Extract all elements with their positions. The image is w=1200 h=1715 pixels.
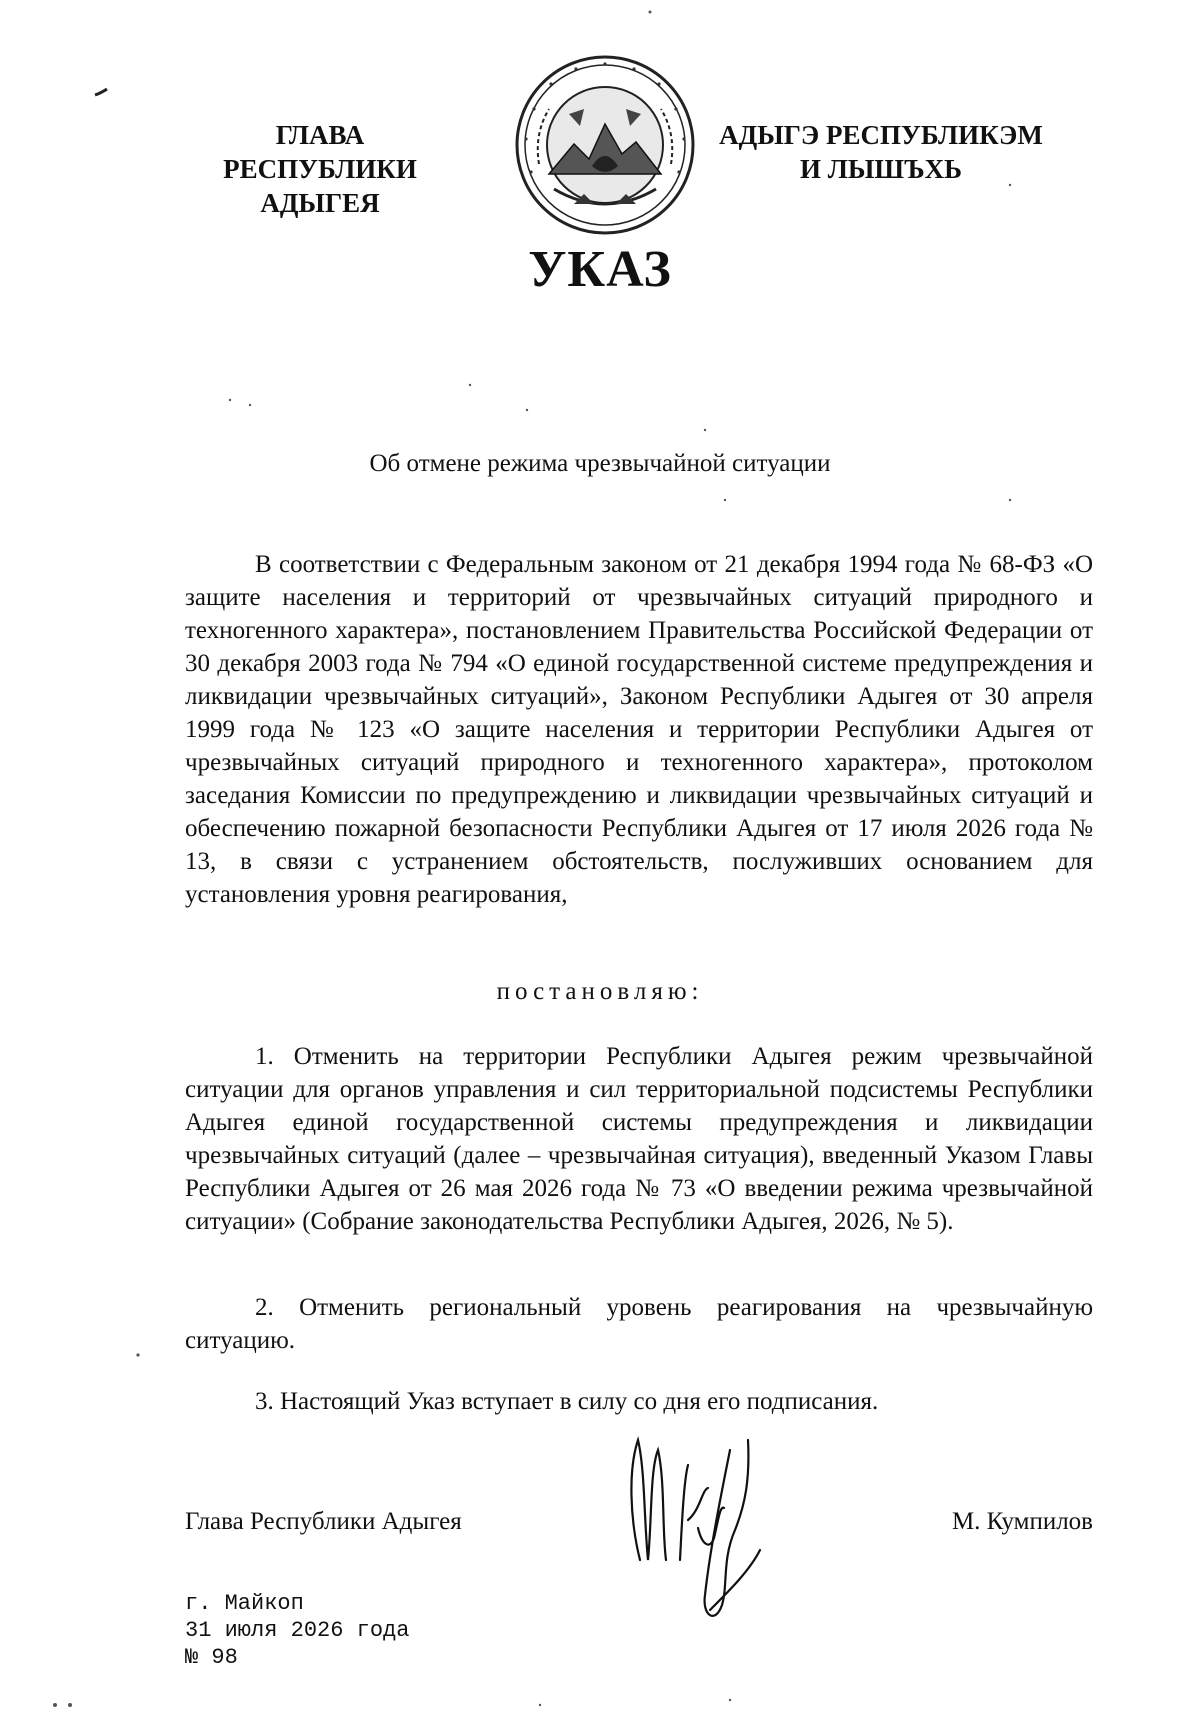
issuer-title-adyghe [676, 118, 1086, 186]
footer-city: г. Майкоп [185, 1591, 304, 1616]
decree-item-3: 3. Настоящий Указ вступает в силу со дня его подписания. [255, 1388, 879, 1415]
signatory-position: Глава Республики Адыгея [185, 1508, 462, 1535]
decree-word: постановляю: [496, 978, 704, 1005]
document-footer [185, 1590, 409, 1671]
decree-item-2: 2. Отменить региональный уровень реагирования на чрезвычайную ситуацию. [185, 1294, 1093, 1354]
issuer-title-russian [165, 118, 475, 220]
document-type: УКАЗ [528, 241, 672, 298]
issuer-line-1: ГЛАВА [275, 120, 365, 150]
issuer-adyghe-line-1: АДЫГЭ РЕСПУБЛИКЭМ [719, 120, 1043, 150]
issuer-adyghe-line-2: И ЛЫШЪХЬ [799, 154, 963, 184]
footer-number: № 98 [185, 1645, 238, 1670]
document-title: Об отмене режима чрезвычайной ситуации [369, 450, 831, 477]
decree-item-1: 1. Отменить на территории Республики Адыгея режим чрезвычайной ситуации для органов управления и сил территориальной подсистемы Республики Адыгея единой государственной системы предупреждения и ликвидации чрезвычайных ситуаций (далее – чрезвычайная ситуация), введенный Указом Главы Республики Адыгея от 26 мая 2026 года № 73 «О введении режима чрезвычайной ситуации» (Собрание законодательства Республики Адыгея, 2026, № 5). [185, 1043, 1093, 1235]
preamble-paragraph: В соответствии с Федеральным законом от 21 декабря 1994 года № 68-ФЗ «О защите населения и территорий от чрезвычайных ситуаций природного и техногенного характера», постановлением Правительства Российской Федерации от 30 декабря 2003 года № 794 «О единой государственной системе предупреждения и ликвидации чрезвычайных ситуаций», Законом Республики Адыгея от 30 апреля 1999 года № 123 «О защите населения и территории Республики Адыгея от чрезвычайных ситуаций природного и техногенного характера», протоколом заседания Комиссии по предупреждению и ликвидации чрезвычайных ситуаций и обеспечению пожарной безопасности Республики Адыгея от 17 июля 2026 года № 13, в связи с устранением обстоятельств, послуживших основанием для установления уровня реагирования, [185, 551, 1093, 908]
issuer-line-2: РЕСПУБЛИКИ АДЫГЕЯ [223, 154, 417, 218]
signature-icon [610, 1410, 840, 1630]
footer-date: 31 июля 2026 года [185, 1618, 410, 1643]
coat-of-arms-icon [514, 54, 696, 236]
signatory-name: М. Кумпилов [951, 1508, 1093, 1535]
